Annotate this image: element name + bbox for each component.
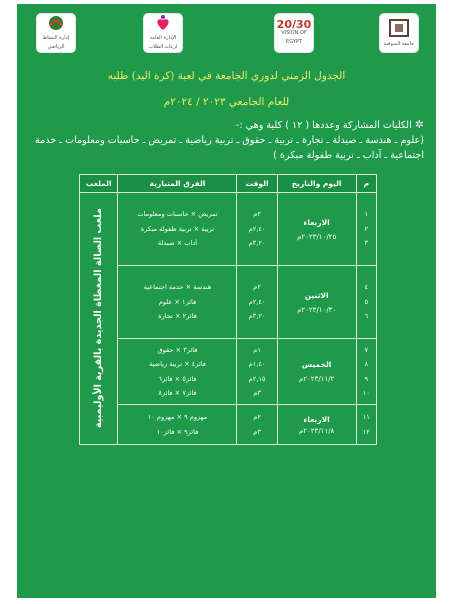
logo-egypt-vision-2030: 20/30 VISION OF EGYPT (275, 14, 313, 52)
page-title: الجدول الزمني لدوري الجامعة في لعبة (كرة اليد) طلبه (107, 70, 346, 82)
logo-university-sports: إدارة النشاط الرياضي (37, 14, 75, 52)
venue-name: ملعب الصالة المغطاة الجديدة بالقرية الأوليمبية (92, 208, 104, 429)
match-times: ١م ١,٤٠م ٢,١٥م ٣م (237, 339, 277, 405)
match-teams: تمريض × حاسبات ومعلومات تربية × تربية طفولة مبكرة آداب × صيدلة (118, 193, 237, 266)
match-day-date: الاربعاء ٢٠٢٣/١٠/٢٥م (277, 193, 356, 266)
logo-student-care: الإدارة العامة لرعاية الطلاب (144, 14, 182, 52)
page-subtitle-year: للعام الجامعي ٢٠٢٣ / ٢٠٢٤م (163, 96, 290, 108)
venue-cell (80, 193, 118, 445)
match-numbers: ٤ ٥ ٦ (356, 266, 376, 339)
header-venue: الملعب (80, 175, 118, 193)
table-row (80, 266, 377, 339)
gear-icon: ✲ (414, 118, 424, 131)
student-care-emblem-icon (152, 14, 174, 32)
document-frame (17, 4, 436, 598)
match-times: ٢م ٣م (237, 405, 277, 445)
table-row (80, 339, 377, 405)
match-day-date: الاربعاء ٢٠٢٣/١١/٨م (277, 405, 356, 445)
header-num: م (356, 175, 376, 193)
match-day-date: الخميس ٢٠٢٣/١١/٢م (277, 339, 356, 405)
table-header-row (80, 175, 377, 193)
match-teams: فائز٣ × حقوق فائز٤ × تربية رياضية فائز٥ × فائز٦ فائز٧ × فائز٨ (118, 339, 237, 405)
university-seal-icon (388, 18, 410, 38)
colleges-list: (علوم ـ هندسة ـ صيدلة ـ تجارة ـ تربية ـ حقوق ـ تربية رياضية ـ تمريض ـ حاسبات ومعلومات ـ خدمة اجتماعية ـ آداب ـ تربية طفولة مبكرة ) (34, 135, 424, 161)
header-teams: الفرق المتبارية (118, 175, 237, 193)
match-times: ٢م ٢,٤٠م ٣,٢٠م (237, 266, 277, 339)
match-numbers: ١ ٢ ٣ (356, 193, 376, 266)
colleges-intro: الكليات المشاركة وعددها ( ١٢ ) كلية وهي :- (235, 120, 412, 131)
header-time: الوقت (237, 175, 277, 193)
table-row (80, 405, 377, 445)
logo-university-seal: جامعة المنوفية (380, 14, 418, 52)
match-numbers: ٧ ٨ ٩ ١٠ (356, 339, 376, 405)
match-teams: هندسة × خدمة اجتماعية فائز١ × علوم فائز٢ × تجارة (118, 266, 237, 339)
match-day-date: الاثنين ٢٠٢٣/١٠/٣٠م (277, 266, 356, 339)
schedule-table (79, 174, 377, 445)
participating-colleges (29, 117, 424, 163)
match-numbers: ١١ ١٢ (356, 405, 376, 445)
table-row (80, 193, 377, 266)
sports-emblem-icon (45, 14, 67, 32)
header-day-date: اليوم والتاريخ (277, 175, 356, 193)
match-times: ٢م ٢,٤٠م ٣,٢٠م (237, 193, 277, 266)
match-teams: مهزوم ٩ × مهزوم ١٠ فائز٩ × فائز١٠ (118, 405, 237, 445)
